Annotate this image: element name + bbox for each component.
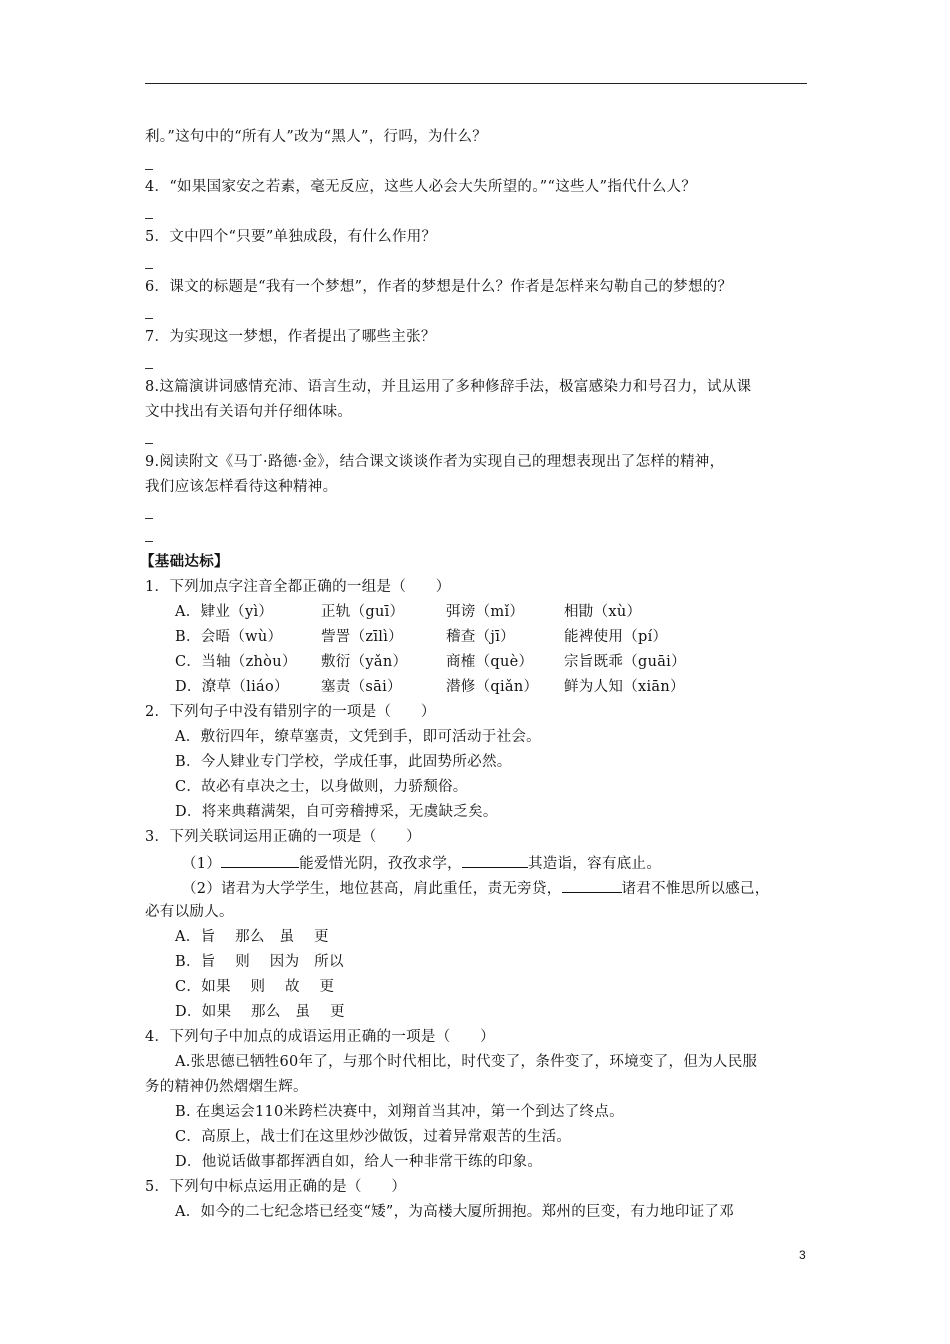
- exercise-1-stem: 1．下列加点字注音全都正确的一组是（ ）: [145, 579, 451, 595]
- answer-blank: [145, 368, 153, 369]
- option-cell: 正轨（guī）: [321, 604, 405, 620]
- question-5: 5．文中四个“只要”单独成段，有什么作用？: [145, 229, 437, 245]
- answer-blank: [145, 169, 153, 170]
- option-cell: 商榷（què）: [446, 654, 534, 670]
- exercise-1-option-d: [175, 678, 685, 696]
- exercise-3-sentence-1: [182, 853, 661, 873]
- exercise-1-option-a: [175, 603, 641, 621]
- option-cell: 能裨使用（pí）: [564, 629, 668, 645]
- exercise-2-option-b: B．今人肄业专门学校，学成任事，此固势所必然。: [175, 754, 512, 770]
- question-4: 4．“如果国家安之若素，毫无反应，这些人必会大失所望的。”“这些人”指代什么人？: [145, 179, 697, 195]
- exercise-3-option-d: D．如果 那么 虽 更: [175, 1004, 345, 1020]
- exercise-3-sentence-2-cont: 必有以励人。: [145, 904, 234, 920]
- option-cell: C．当轴（zhòu）: [175, 654, 297, 670]
- exercise-4-option-c: C．高原上，战士们在这里炒沙做饭，过着异常艰苦的生活。: [175, 1129, 572, 1145]
- exercise-2-option-d: D．将来典藉满架，自可旁稽搏采，无虞缺乏矣。: [175, 804, 498, 820]
- answer-blank: [145, 318, 153, 319]
- exercise-3-option-a: A．旨 那么 虽 更: [175, 929, 329, 945]
- option-cell: D．潦草（liáo）: [175, 679, 289, 695]
- sentence-text: 诸君不惟思所以感己，: [621, 881, 770, 897]
- exercise-1-option-c: [175, 653, 686, 671]
- question-8-line2: 文中找出有关语句并仔细体味。: [145, 404, 353, 420]
- answer-blank: [145, 518, 153, 519]
- option-cell: 鲜为人知（xiān）: [564, 679, 685, 695]
- option-cell: 弭谤（mǐ）: [446, 604, 525, 620]
- option-cell: A．肄业（yì）: [175, 604, 274, 620]
- answer-blank: [145, 541, 153, 542]
- exercise-3-stem: 3．下列关联词运用正确的一项是（ ）: [145, 829, 421, 845]
- exercise-2-stem: 2．下列句子中没有错别字的一项是（ ）: [145, 704, 436, 720]
- exercise-1-option-b: [175, 628, 667, 646]
- sentence-prefix: （1）: [182, 856, 222, 872]
- header-rule: [145, 83, 807, 84]
- option-cell: 敷衍（yǎn）: [321, 654, 408, 670]
- exercise-5-option-a-line1: A．如今的二七纪念塔已经变“矮”，为高楼大厦所拥抱。郑州的巨变，有力地印证了邓: [175, 1204, 734, 1220]
- exercise-2-option-a: A．敷衍四年，缭草塞责，文凭到手，即可活动于社会。: [175, 729, 541, 745]
- answer-blank: [145, 218, 153, 219]
- sentence-text: （2）诸君为大学学生，地位甚高，肩此重任，责无旁贷，: [182, 881, 562, 897]
- fill-blank: [562, 878, 622, 893]
- option-cell: 宗旨既乖（guāi）: [564, 654, 686, 670]
- page-number: 3: [799, 1248, 806, 1262]
- sentence-text: 其造诣，容有底止。: [527, 856, 662, 872]
- answer-blank: [145, 443, 153, 444]
- option-cell: 稽查（jī）: [446, 629, 515, 645]
- exercise-4-option-d: D．他说话做事都挥洒自如，给人一种非常干练的印象。: [175, 1154, 543, 1170]
- exercise-5-stem: 5．下列句中标点运用正确的是（ ）: [145, 1179, 407, 1195]
- question-9-line2: 我们应该怎样看待这种精神。: [145, 479, 338, 495]
- exercise-3-sentence-2: [182, 878, 770, 898]
- question-3-continued: 利。”这句中的“所有人”改为“黑人”，行吗，为什么？: [145, 129, 488, 145]
- option-cell: B．会晤（wù）: [175, 629, 283, 645]
- option-cell: 塞责（sāi）: [321, 679, 402, 695]
- question-9-line1: 9.阅读附文《马丁·路德·金》，结合课文谈谈作者为实现自己的理想表现出了怎样的精神，: [145, 454, 725, 470]
- exercise-2-option-c: C．故必有卓决之士，以身做则，力骄颓俗。: [175, 779, 468, 795]
- question-8-line1: 8.这篇演讲词感情充沛、语言生动，并且运用了多种修辞手法，极富感染力和号召力，试从课: [145, 379, 752, 395]
- exercise-3-option-b: B．旨 则 因为 所以: [175, 954, 344, 970]
- exercise-4-option-a-line1: A.张思德已牺牲60年了，与那个时代相比，时代变了，条件变了，环境变了，但为人民服: [175, 1054, 758, 1070]
- exercise-4-option-b: B. 在奥运会110米跨栏决赛中，刘翔首当其冲，第一个到达了终点。: [175, 1104, 624, 1120]
- section-title: 【基础达标】: [140, 553, 229, 570]
- option-cell: 潜修（qiǎn）: [446, 679, 539, 695]
- question-7: 7．为实现这一梦想，作者提出了哪些主张？: [145, 329, 436, 345]
- exercise-4-option-a-line2: 务的精神仍然熠熠生辉。: [145, 1079, 308, 1095]
- exercise-3-option-c: C．如果 则 故 更: [175, 979, 335, 995]
- exercise-4-stem: 4．下列句子中加点的成语运用正确的一项是（ ）: [145, 1029, 495, 1045]
- option-cell: 相勖（xù）: [564, 604, 642, 620]
- sentence-text: 能爱惜光阴，孜孜求学，: [299, 856, 462, 872]
- fill-blank: [462, 853, 528, 868]
- option-cell: 訾詈（zīlì）: [321, 629, 403, 645]
- fill-blank: [221, 853, 299, 868]
- question-6: 6．课文的标题是“我有一个梦想”，作者的梦想是什么？作者是怎样来勾勒自己的梦想的？: [145, 279, 733, 295]
- answer-blank: [145, 268, 153, 269]
